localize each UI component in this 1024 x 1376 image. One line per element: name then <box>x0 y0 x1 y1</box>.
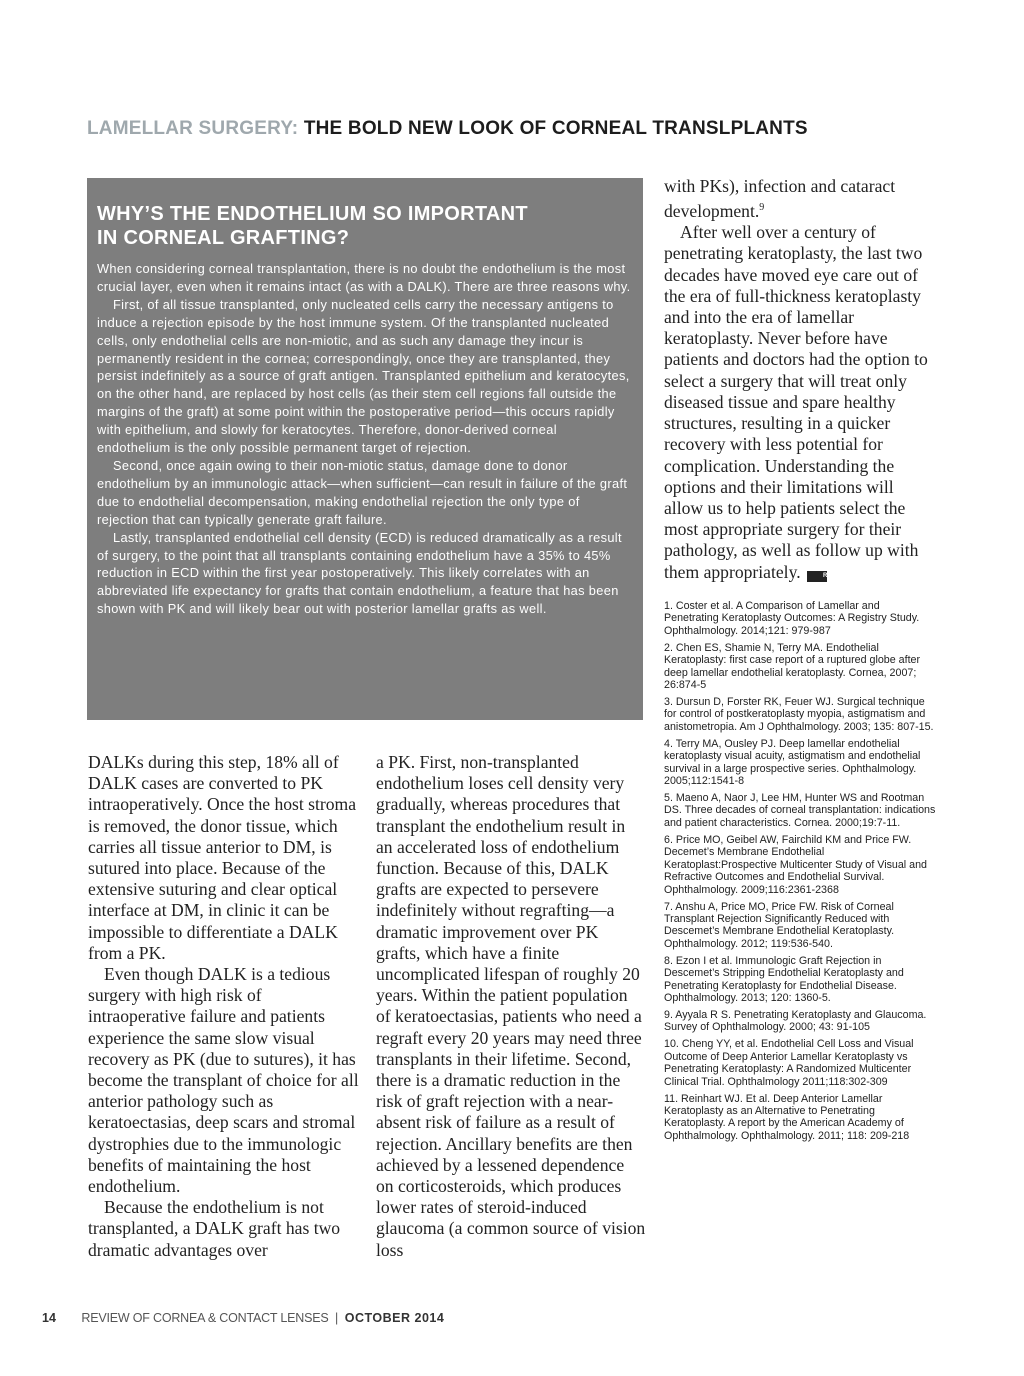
footer-separator: | <box>335 1311 339 1325</box>
reference-item: 7. Anshu A, Price MO, Price FW. Risk of Corneal Transplant Rejection Significantly Reduced with Descemet’s Membrane Endothelial Keratoplasty. Ophthalmology. 2012; 119:536-540. <box>664 900 895 950</box>
publication-name: REVIEW OF CORNEA & CONTACT LENSES <box>81 1311 329 1325</box>
body-paragraph: DALKs during this step, 18% all of DALK cases are converted to PK intraoperatively. Once the host stroma is removed, the donor tissue, which carries all tissue anterior to DM, is sutured into place. Because of the extensive suturing and clear optical interface at DM, in clinic it can be impossible to differentiate a DALK from a PK. <box>88 752 357 963</box>
body-paragraph: Because the endothelium is not transplanted, a DALK graft has two dramatic advantages over <box>88 1197 341 1260</box>
body-column-2 <box>376 752 646 1261</box>
article-title: THE BOLD NEW LOOK OF CORNEAL TRANSLPLANTS <box>303 118 808 139</box>
reference-item: 4. Terry MA, Ousley PJ. Deep lamellar endothelial keratoplasty visual acuity, astigmatism and endothelial survival in a large prospective series. Ophthalmology. 2005;112:1541-8 <box>664 737 921 788</box>
section-label: LAMELLAR SURGERY: <box>87 118 299 139</box>
body-paragraph <box>664 176 936 222</box>
sidebar-box <box>87 178 643 720</box>
reference-item: 10. Cheng YY, et al. Endothelial Cell Loss and Visual Outcome of Deep Anterior Lamellar Keratoplasty vs Penetrating Keratoplasty: A Randomized Multicenter Clinical Trial. Ophthalmology 2011;118:302-309 <box>664 1038 914 1088</box>
issue-date: OCTOBER 2014 <box>344 1311 445 1325</box>
citation-superscript: 9 <box>759 202 765 214</box>
end-mark-icon: RCCL <box>807 571 827 582</box>
article-header <box>87 118 947 140</box>
reference-item: 11. Reinhart WJ. Et al. Deep Anterior Lamellar Keratoplasty as an Alternative to Penetrating Keratoplasty. A report by the American Academy of Ophthalmology. Ophthalmology. 2011; 118: 209-218 <box>664 1092 910 1142</box>
reference-item: 9. Ayyala R S. Penetrating Keratoplasty and Glaucoma. Survey of Ophthalmology. 2000; 43: 91-105 <box>664 1008 927 1034</box>
reference-item: 3. Dursun D, Forster RK, Feuer WJ. Surgical technique for control of postkeratoplasty myopia, astigmatism and anistometropia. Am J Ophthalmology. 2003; 135: 807-15. <box>664 696 934 733</box>
body-paragraph: Even though DALK is a tedious surgery with high risk of intraoperative failure and patients experience the same slow visual recovery as PK (due to sutures), it has become the transplant of choice for all anterior pathology such as keratoectasias, deep scars and stromal dystrophies due to the immunologic benefits of maintaining the host endothelium. <box>88 964 359 1197</box>
page-footer <box>42 1311 444 1325</box>
reference-item: 1. Coster et al. A Comparison of Lamellar and Penetrating Keratoplasty Outcomes: A Registry Study. Ophthalmology. 2014;121: 979-987 <box>664 600 920 637</box>
body-paragraph <box>664 222 936 582</box>
sidebar-paragraph: Lastly, transplanted endothelial cell density (ECD) is reduced dramatically as a result of surgery, to the point that all transplants containing endothelium have a 35% to 45% reduction in ECD within the first year postoperatively. This likely correlates with an abbreviated life expectancy for grafts that contain endothelium, a feature that has been shown with PK and will likely bear out with posterior lamellar grafts as well. <box>97 529 622 617</box>
sidebar-title-line1: WHY’S THE ENDOTHELIUM SO IMPORTANT <box>97 203 528 225</box>
reference-item: 5. Maeno A, Naor J, Lee HM, Hunter WS and Rootman DS. Three decades of corneal transplantation: indications and patient characteristics. Cornea. 2000;19:7-11. <box>664 792 936 829</box>
page-number: 14 <box>42 1311 56 1325</box>
body-text: with PKs), infection and cataract development. <box>664 176 896 222</box>
sidebar-title <box>97 202 633 250</box>
sidebar-paragraph: Second, once again owing to their non-miotic status, damage done to donor endothelium by an immunologic attack—when sufficient—can result in failure of the graft due to endothelial decompensation, making endothelial rejection the only type of rejection that can typically generate graft failure. <box>97 457 628 527</box>
reference-item: 8. Ezon I et al. Immunologic Graft Rejection in Descemet’s Stripping Endothelial Keratoplasty and Penetrating Keratoplasty for Endothelial Disease. Ophthalmology. 2013; 120: 1360-5. <box>664 954 904 1004</box>
references-list <box>664 600 936 1147</box>
sidebar-paragraph: First, of all tissue transplanted, only nucleated cells carry the necessary antigens to induce a rejection episode by the host immune system. Of the transplanted nucleated cells, only endothelial cells are non-miotic, and as such any damage they incur is permanently resident in the cornea; correspondingly, once they are transplanted, they persist indefinitely as a source of graft antigen. Transplanted epithelium and keratocytes, on the other hand, are replaced by host cells (as their stem cell regions fall outside the margins of the graft) at some point within the postoperative period—this occurs rapidly with epithelium, and slowly for keratocytes. Therefore, donor-derived corneal endothelium is the only possible permanent target of rejection. <box>97 296 630 456</box>
reference-item: 2. Chen ES, Shamie N, Terry MA. Endothelial Keratoplasty: first case report of a ruptured globe after deep lamellar endothelial keratoplasty. Cornea, 2007; 26:874-5 <box>664 641 921 692</box>
body-paragraph: a PK. First, non-transplanted endothelium loses cell density very gradually, whereas procedures that transplant the endothelium result in an accelerated loss of endothelium function. Because of this, DALK grafts are expected to persevere indefinitely without regrafting—a dramatic improvement over PK grafts, which have a finite uncomplicated lifespan of roughly 20 years. Within the patient population of keratoectasias, patients who need a regraft every 20 years may need three transplants in their lifetime. Second, there is a dramatic reduction in the risk of graft rejection with a near-absent risk of failure as a result of rejection. Ancillary benefits are then achieved by a lessened dependence on corticosteroids, which produces lower rates of steroid-induced glaucoma (a common source of vision loss <box>376 752 646 1260</box>
body-column-3 <box>664 176 936 583</box>
sidebar-title-line2: IN CORNEAL GRAFTING? <box>97 227 350 249</box>
reference-item: 6. Price MO, Geibel AW, Fairchild KM and Price FW. Decemet’s Membrane Endothelial Keratoplast:Prospective Multicenter Study of Visual and Refractive Outcomes and Endothelial Survival. Ophthalmology. 2009;116:2361-2368 <box>664 833 927 896</box>
body-column-1 <box>88 752 360 1261</box>
sidebar-paragraph: When considering corneal transplantation, there is no doubt the endothelium is the most crucial layer, even when it remains intact (as with a DALK). There are three reasons why. <box>97 261 631 294</box>
body-text: After well over a century of penetrating keratoplasty, the last two decades have moved eye care out of the era of full-thickness keratoplasty and into the era of lamellar keratoplasty. Never before have patients and doctors had the option to select a surgery that will treat only diseased tissue and spare healthy structures, resulting in a quicker recovery with less potential for complication. Understanding the options and their limitations will allow us to help patients select the most appropriate surgery for their pathology, as well as follow up with them appropriately. <box>664 222 928 582</box>
